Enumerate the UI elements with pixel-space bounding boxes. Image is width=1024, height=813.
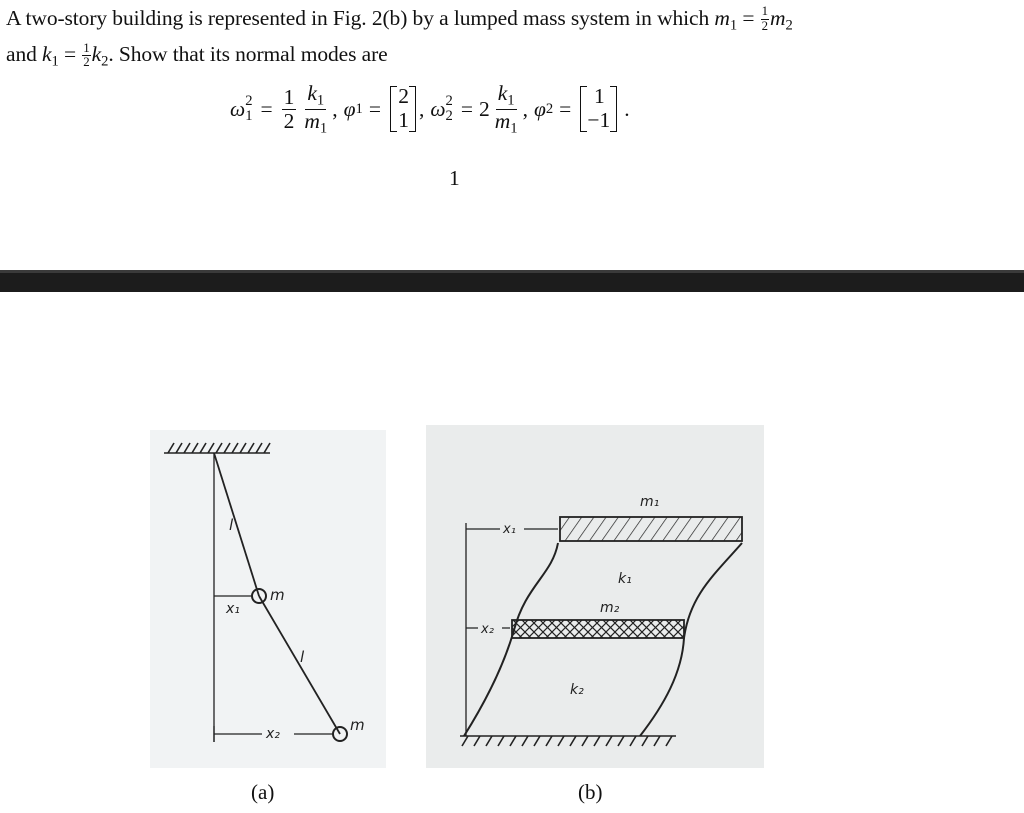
figure-b-building (426, 425, 764, 768)
x1-label: x₁ (226, 601, 240, 617)
mass-label-upper: m (270, 586, 285, 604)
page-number: 1 (449, 166, 460, 190)
problem-text-2: . Show that its normal modes are (108, 42, 388, 67)
ground-hatch (460, 736, 676, 746)
fraction-k1-m1-second: $\frac{k_1}{m_1}$ (494, 80, 518, 136)
k1-label: k₁ (618, 571, 632, 587)
ceiling-hatch (164, 443, 270, 453)
fraction-k1-m1: $\frac{k_1}{m_1}$ (304, 80, 328, 136)
x2-label: x₂ (481, 622, 494, 637)
length-label-lower: l (300, 648, 305, 666)
normal-modes-equation: ω 2 1 = $\frac{1}{2}$ $\frac{k_1}{m_1}$ , φ 1 = 2 1 , ω 2 2 = 2 $\frac{k_1}{m_1}$ , φ 2 = 1 −1 . (230, 80, 630, 136)
x1-label: x₁ (503, 522, 516, 537)
k2-label: k₂ (570, 682, 584, 698)
caption-b: (b) (578, 780, 603, 804)
fraction-half: $\frac{1}{2}$ (761, 4, 769, 33)
phi2-vector: 1 −1 (580, 85, 617, 132)
m1-label: m₁ (640, 494, 660, 510)
left-column (464, 543, 558, 736)
problem-line-2: and $k_1$ = $\frac{1}{2}$ $k_2$. Show that its normal modes are (6, 40, 388, 70)
upper-rod (214, 453, 259, 596)
m2-label: m₂ (600, 600, 620, 616)
problem-statement (6, 4, 1016, 77)
floor-m1 (560, 517, 742, 541)
page-divider (0, 270, 1024, 292)
figure-a-pendulum (150, 430, 386, 768)
problem-text-1: A two-story building is represented in Fig. 2(b) by a lumped mass system in which (6, 6, 710, 30)
mass-label-lower: m (350, 716, 365, 734)
caption-a: (a) (251, 780, 275, 804)
problem-line-1: A two-story building is represented in Fig. 2(b) by a lumped mass system in which $m_1$ = $\frac{1}{2}$ $m_2$ (6, 4, 793, 34)
floor-m2 (512, 620, 684, 638)
right-column (640, 543, 742, 736)
x2-label: x₂ (266, 726, 280, 742)
fraction-half: $\frac{1}{2}$ (83, 40, 90, 70)
phi1-vector: 2 1 (390, 85, 416, 132)
length-label-upper: l (229, 516, 234, 534)
fraction-one-half: $\frac{1}{2}$ (283, 84, 295, 133)
